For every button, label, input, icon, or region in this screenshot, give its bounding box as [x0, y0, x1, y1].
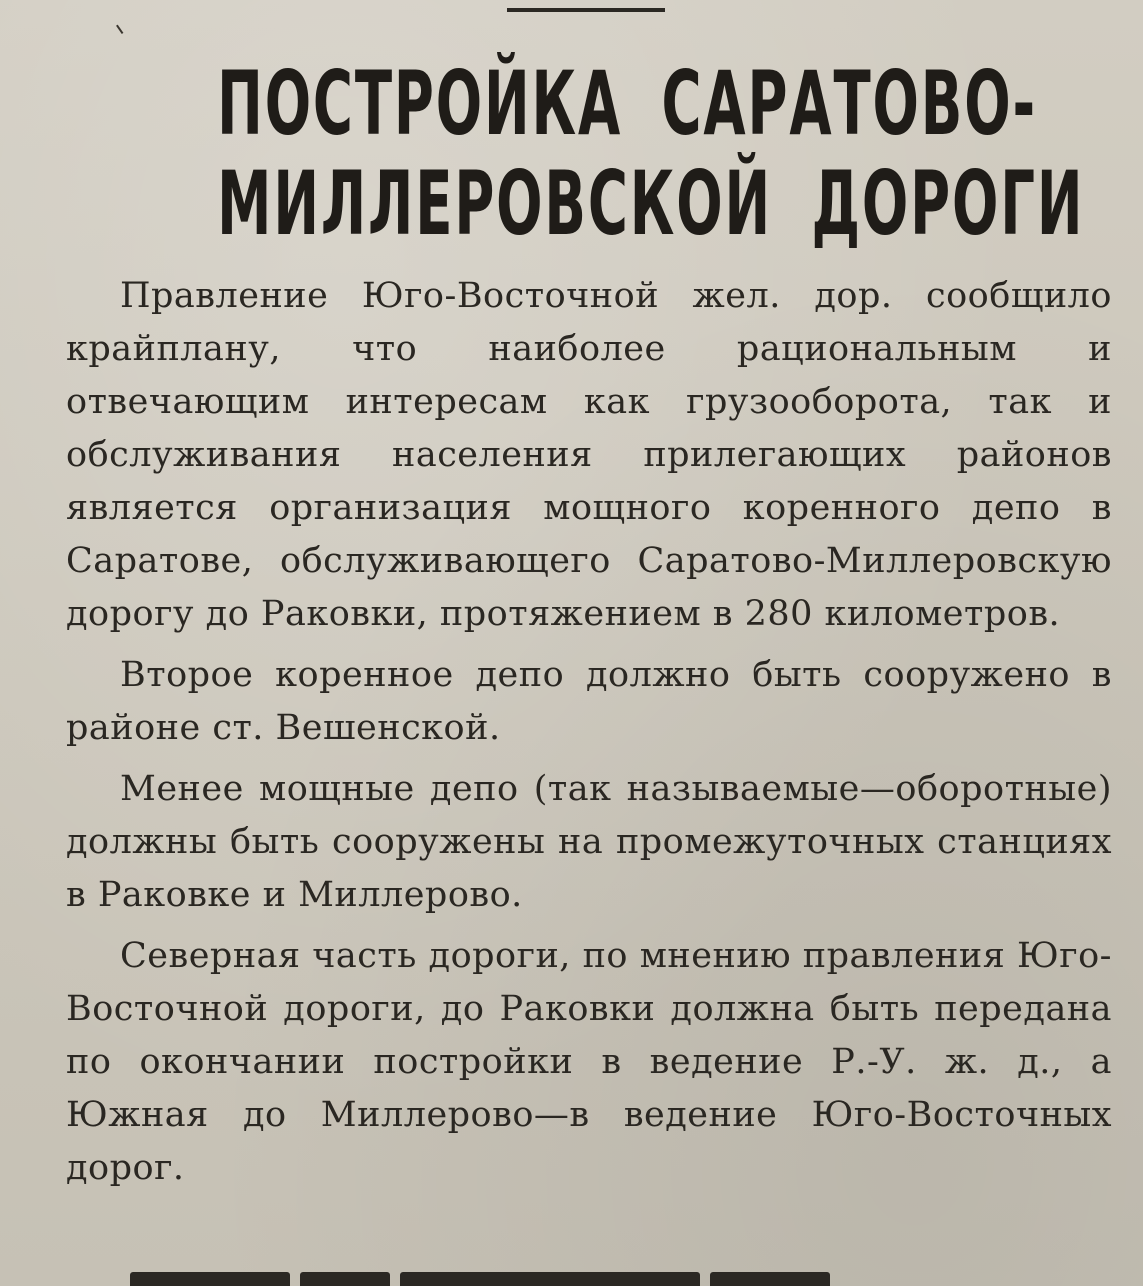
paragraph-3: Менее мощные депо (так называемые—оборотные) должны быть сооружены на промежуточных станциях в Раковке и Миллерово.	[66, 769, 1112, 915]
top-divider-rule	[507, 8, 665, 12]
print-speck	[116, 20, 130, 34]
article-body	[66, 270, 1112, 1203]
next-headline-fragment	[130, 1272, 1030, 1286]
paragraph-1: Правление Юго-Восточной жел. дор. сообщило крайплану, что наиболее рациональным и отвечающим интересам как грузооборота, так и обслуживания населения прилегающих районов является организация мощного коренного депо в Саратове, обслуживающего Саратово-Миллеровскую дорогу до Раковки, протяжением в 280 километров.	[66, 276, 1112, 634]
headline-line-2: МИЛЛЕРОВСКОЙ ДОРОГИ	[217, 152, 1085, 255]
headline-line-1: ПОСТРОЙКА САРАТОВО-	[217, 52, 1037, 155]
paragraph-2: Второе коренное депо должно быть сооружено в районе ст. Вешенской.	[66, 655, 1112, 748]
paragraph-4: Северная часть дороги, по мнению правления Юго-Восточной дороги, до Раковки должна быть передана по окончании постройки в ведение Р.-У. ж. д., а Южная до Миллерово—в ведение Юго-Восточных дорог.	[66, 936, 1112, 1188]
